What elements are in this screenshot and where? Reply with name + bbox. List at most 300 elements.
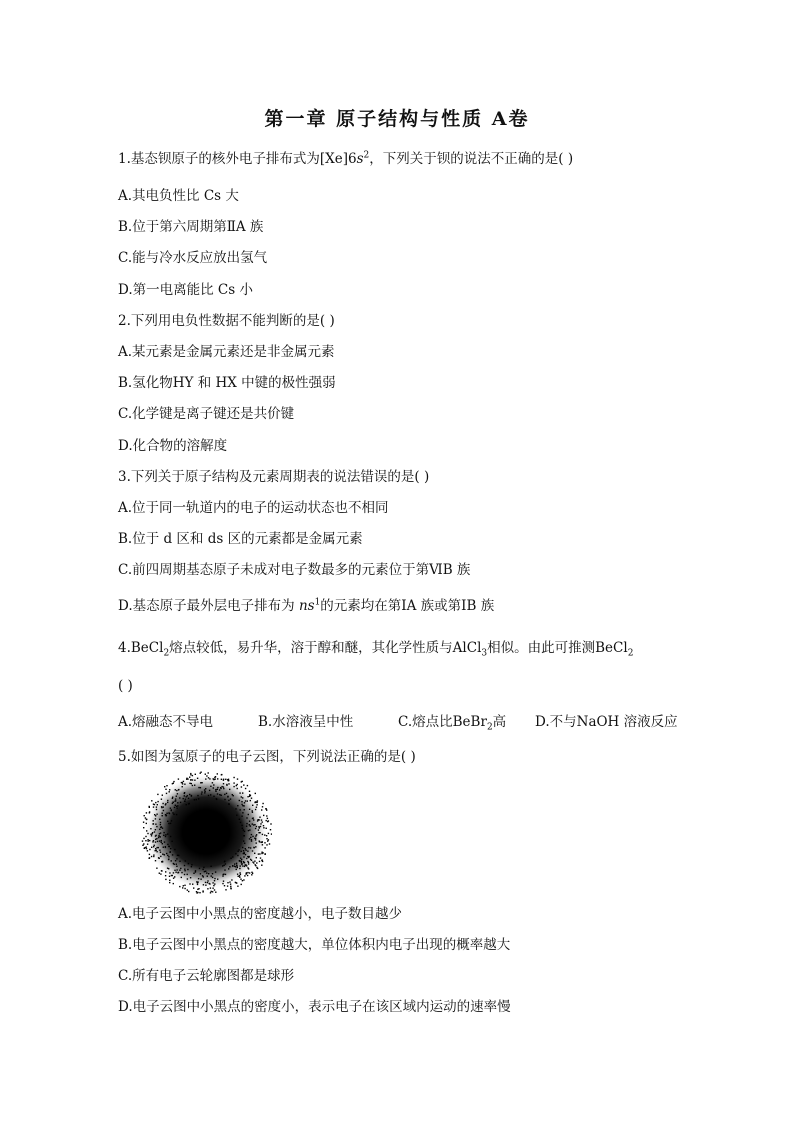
cloud-dot bbox=[202, 869, 203, 870]
cloud-dot bbox=[187, 795, 188, 796]
cloud-dot bbox=[255, 828, 256, 829]
cloud-dot bbox=[222, 865, 223, 866]
cloud-dot bbox=[191, 864, 192, 865]
cloud-dot bbox=[155, 848, 156, 849]
cloud-dot bbox=[260, 842, 261, 843]
cloud-dot bbox=[183, 798, 184, 799]
cloud-dot bbox=[153, 846, 154, 847]
cloud-dot bbox=[158, 837, 159, 838]
cloud-dot bbox=[200, 873, 201, 874]
cloud-dot bbox=[159, 829, 160, 830]
cloud-dot bbox=[211, 875, 212, 876]
cloud-dot bbox=[189, 783, 190, 784]
cloud-dot bbox=[165, 847, 166, 848]
cloud-dot bbox=[153, 840, 154, 841]
cloud-dot bbox=[230, 887, 231, 888]
cloud-dot bbox=[155, 835, 156, 836]
cloud-dot bbox=[217, 789, 218, 790]
q1-option-b: B.位于第六周期第ⅡA 族 bbox=[118, 219, 264, 235]
cloud-dot bbox=[240, 860, 241, 861]
cloud-dot bbox=[232, 865, 233, 866]
cloud-dot bbox=[192, 884, 193, 885]
cloud-dot bbox=[155, 818, 156, 819]
cloud-dot bbox=[162, 828, 163, 829]
cloud-dot bbox=[159, 850, 160, 851]
cloud-dot bbox=[251, 872, 252, 873]
cloud-dot bbox=[248, 863, 249, 864]
cloud-dot bbox=[146, 819, 147, 820]
cloud-dot bbox=[228, 868, 229, 869]
cloud-dot bbox=[197, 884, 198, 885]
cloud-dot bbox=[224, 885, 225, 886]
cloud-dot bbox=[225, 889, 226, 890]
cloud-dot bbox=[253, 824, 254, 825]
cloud-dot bbox=[178, 778, 179, 779]
cloud-dot bbox=[167, 800, 168, 801]
cloud-dot bbox=[241, 786, 242, 787]
cloud-dot bbox=[244, 802, 245, 803]
cloud-dot bbox=[233, 795, 234, 796]
cloud-dot bbox=[154, 845, 155, 846]
cloud-dot bbox=[167, 802, 168, 803]
cloud-dot bbox=[189, 883, 190, 884]
cloud-dot bbox=[237, 805, 238, 806]
cloud-dot bbox=[165, 836, 166, 837]
cloud-dot bbox=[246, 817, 247, 818]
cloud-dot bbox=[161, 840, 162, 841]
cloud-dot bbox=[265, 808, 266, 809]
cloud-dot bbox=[241, 884, 242, 885]
cloud-dot bbox=[246, 826, 247, 827]
q4-option-b: B.水溶液呈中性 bbox=[258, 714, 354, 730]
cloud-dot bbox=[196, 891, 197, 892]
cloud-dot bbox=[197, 889, 198, 890]
q3-option-d bbox=[118, 597, 494, 615]
cloud-dot bbox=[224, 861, 225, 862]
cloud-dot bbox=[220, 787, 221, 788]
cloud-dot bbox=[244, 843, 245, 844]
cloud-dot bbox=[243, 852, 244, 853]
cloud-dot bbox=[256, 807, 257, 808]
cloud-dot bbox=[177, 805, 178, 806]
cloud-dot bbox=[153, 856, 154, 857]
cloud-dot bbox=[249, 872, 250, 873]
cloud-dot bbox=[239, 860, 240, 861]
cloud-dot bbox=[230, 886, 231, 887]
cloud-dot bbox=[162, 813, 163, 814]
cloud-dot bbox=[212, 782, 213, 783]
cloud-dot bbox=[192, 775, 193, 776]
cloud-dot bbox=[234, 866, 235, 867]
cloud-dot bbox=[143, 827, 144, 828]
cloud-dot bbox=[214, 889, 215, 890]
cloud-dot bbox=[243, 856, 244, 857]
q1-option-a: A.其电负性比 Cs 大 bbox=[118, 188, 239, 204]
cloud-dot bbox=[237, 867, 238, 868]
cloud-dot bbox=[182, 887, 183, 888]
cloud-dot bbox=[266, 838, 267, 839]
cloud-dot bbox=[164, 786, 165, 787]
cloud-dot bbox=[249, 838, 250, 839]
cloud-dot bbox=[223, 786, 224, 787]
cloud-dot bbox=[267, 840, 268, 841]
cloud-dot bbox=[240, 858, 241, 859]
q2-stem: 2.下列用电负性数据不能判断的是( ) bbox=[118, 313, 335, 329]
cloud-dot bbox=[167, 868, 168, 869]
q4-stem-tail: 相似。由此可推测BeCl bbox=[487, 640, 628, 656]
cloud-dot bbox=[221, 795, 222, 796]
cloud-dot bbox=[266, 835, 267, 836]
cloud-dot bbox=[247, 800, 248, 801]
cloud-dot bbox=[244, 809, 245, 810]
cloud-dot bbox=[206, 775, 207, 776]
cloud-dot bbox=[176, 858, 177, 859]
cloud-dot bbox=[205, 871, 206, 872]
cloud-dot bbox=[241, 801, 242, 802]
cloud-dot bbox=[146, 848, 147, 849]
cloud-dot bbox=[172, 803, 173, 804]
cloud-dot bbox=[151, 847, 152, 848]
cloud-dot bbox=[212, 877, 213, 878]
cloud-dot bbox=[259, 861, 260, 862]
cloud-dot bbox=[237, 851, 238, 852]
cloud-dot bbox=[237, 778, 238, 779]
cloud-dot bbox=[145, 836, 146, 837]
cloud-dot bbox=[149, 806, 150, 807]
cloud-dot bbox=[195, 774, 196, 775]
cloud-dot bbox=[165, 789, 166, 790]
cloud-dot bbox=[224, 869, 225, 870]
cloud-dot bbox=[262, 803, 263, 804]
cloud-dot bbox=[213, 778, 214, 779]
cloud-dot bbox=[254, 824, 255, 825]
cloud-dot bbox=[233, 782, 234, 783]
q1-stem-text: 1.基态钡原子的核外电子排布式为[Xe]6 bbox=[118, 151, 357, 167]
cloud-dot bbox=[169, 789, 170, 790]
cloud-dot bbox=[263, 815, 264, 816]
cloud-dot bbox=[180, 868, 181, 869]
cloud-dot bbox=[224, 794, 225, 795]
cloud-dot bbox=[207, 880, 208, 881]
cloud-dot bbox=[158, 847, 159, 848]
cloud-dot bbox=[208, 772, 209, 773]
cloud-dot bbox=[155, 839, 156, 840]
q4-stem-text: 4.BeCl bbox=[118, 640, 164, 656]
q4-subscript-2b: 2 bbox=[627, 648, 634, 659]
cloud-dot bbox=[223, 881, 224, 882]
cloud-dot bbox=[190, 773, 191, 774]
cloud-dot bbox=[184, 784, 185, 785]
cloud-dot bbox=[163, 810, 164, 811]
cloud-dot bbox=[246, 823, 247, 824]
cloud-dot bbox=[178, 855, 179, 856]
cloud-dot bbox=[168, 859, 169, 860]
cloud-dot bbox=[228, 783, 229, 784]
cloud-dot bbox=[145, 840, 146, 841]
cloud-dot bbox=[226, 793, 227, 794]
cloud-dot bbox=[250, 847, 251, 848]
cloud-dot bbox=[212, 891, 213, 892]
cloud-dot bbox=[245, 854, 246, 855]
cloud-dot bbox=[268, 833, 269, 834]
cloud-dot bbox=[176, 866, 177, 867]
cloud-dot bbox=[191, 795, 192, 796]
cloud-dot bbox=[238, 876, 239, 877]
cloud-dot bbox=[237, 886, 238, 887]
cloud-dot bbox=[214, 878, 215, 879]
cloud-dot bbox=[169, 813, 170, 814]
cloud-dot bbox=[248, 847, 249, 848]
cloud-dot bbox=[165, 875, 166, 876]
cloud-dot bbox=[247, 875, 248, 876]
cloud-dot bbox=[184, 885, 185, 886]
cloud-dot bbox=[156, 851, 157, 852]
cloud-dot bbox=[160, 824, 161, 825]
cloud-dot bbox=[221, 774, 222, 775]
cloud-dot bbox=[252, 836, 253, 837]
cloud-dot bbox=[146, 830, 147, 831]
q3-option-d-superscript: 1 bbox=[314, 597, 321, 608]
cloud-dot bbox=[163, 832, 164, 833]
cloud-dot bbox=[200, 772, 201, 773]
cloud-dot bbox=[195, 871, 196, 872]
cloud-dot bbox=[167, 833, 168, 834]
cloud-dot bbox=[264, 847, 265, 848]
cloud-dot bbox=[215, 871, 216, 872]
cloud-dot bbox=[241, 781, 242, 782]
cloud-dot bbox=[230, 858, 231, 859]
q2-option-d: D.化合物的溶解度 bbox=[118, 438, 228, 454]
q5-option-a: A.电子云图中小黑点的密度越小，电子数目越少 bbox=[118, 906, 403, 922]
cloud-dot bbox=[191, 783, 192, 784]
cloud-dot bbox=[205, 788, 206, 789]
cloud-dot bbox=[173, 883, 174, 884]
cloud-dot bbox=[187, 878, 188, 879]
cloud-dot bbox=[244, 866, 245, 867]
cloud-dot bbox=[144, 815, 145, 816]
cloud-dot bbox=[217, 778, 218, 779]
cloud-dot bbox=[255, 793, 256, 794]
cloud-dot bbox=[157, 841, 158, 842]
cloud-dot bbox=[207, 882, 208, 883]
cloud-dot bbox=[243, 829, 244, 830]
q1-option-d: D.第一电离能比 Cs 小 bbox=[118, 282, 253, 298]
cloud-dot bbox=[223, 788, 224, 789]
cloud-dot bbox=[208, 873, 209, 874]
cloud-dot bbox=[248, 814, 249, 815]
cloud-dot bbox=[157, 794, 158, 795]
cloud-dot bbox=[266, 844, 267, 845]
cloud-dot bbox=[262, 834, 263, 835]
cloud-dot bbox=[242, 812, 243, 813]
cloud-dot bbox=[237, 788, 238, 789]
cloud-dot bbox=[153, 804, 154, 805]
cloud-dot bbox=[188, 891, 189, 892]
q1-stem-orbital: s bbox=[356, 151, 364, 167]
cloud-dot bbox=[204, 871, 205, 872]
cloud-dot bbox=[262, 852, 263, 853]
cloud-dot bbox=[266, 820, 267, 821]
cloud-dot bbox=[244, 875, 245, 876]
cloud-dot bbox=[172, 812, 173, 813]
cloud-dot bbox=[199, 868, 200, 869]
cloud-dot bbox=[249, 809, 250, 810]
cloud-dot bbox=[176, 790, 177, 791]
cloud-dot bbox=[197, 795, 198, 796]
cloud-dot bbox=[226, 785, 227, 786]
q4-subscript-2: 2 bbox=[163, 648, 170, 659]
cloud-dot bbox=[264, 842, 265, 843]
cloud-dot bbox=[170, 808, 171, 809]
cloud-dot bbox=[210, 887, 211, 888]
cloud-dot bbox=[163, 806, 164, 807]
cloud-dot bbox=[188, 803, 189, 804]
cloud-dot bbox=[168, 846, 169, 847]
cloud-dot bbox=[227, 882, 228, 883]
cloud-dot bbox=[234, 863, 235, 864]
cloud-dot bbox=[146, 823, 147, 824]
cloud-dot bbox=[142, 840, 143, 841]
cloud-dot bbox=[252, 850, 253, 851]
cloud-dot bbox=[219, 789, 220, 790]
q4-option-a: A.熔融态不导电 bbox=[118, 714, 214, 730]
cloud-dot bbox=[251, 874, 252, 875]
cloud-dot bbox=[227, 796, 228, 797]
cloud-dot bbox=[173, 781, 174, 782]
cloud-dot bbox=[244, 862, 245, 863]
cloud-dot bbox=[208, 777, 209, 778]
cloud-dot bbox=[165, 804, 166, 805]
cloud-dot bbox=[166, 853, 167, 854]
cloud-dot bbox=[228, 803, 229, 804]
q2-option-a: A.某元素是金属元素还是非金属元素 bbox=[118, 344, 335, 360]
cloud-dot bbox=[256, 826, 257, 827]
cloud-dot bbox=[189, 794, 190, 795]
cloud-dot bbox=[184, 795, 185, 796]
cloud-dot bbox=[270, 829, 271, 830]
cloud-dot bbox=[160, 822, 161, 823]
cloud-dot bbox=[156, 847, 157, 848]
cloud-dot bbox=[225, 863, 226, 864]
cloud-dot bbox=[243, 850, 244, 851]
cloud-dot bbox=[249, 821, 250, 822]
cloud-dot bbox=[187, 869, 188, 870]
cloud-dot bbox=[241, 804, 242, 805]
cloud-dot bbox=[236, 863, 237, 864]
cloud-dot bbox=[212, 888, 213, 889]
cloud-dot bbox=[257, 800, 258, 801]
cloud-dot bbox=[184, 888, 185, 889]
cloud-dot bbox=[248, 868, 249, 869]
cloud-dot bbox=[149, 840, 150, 841]
cloud-dot bbox=[247, 796, 248, 797]
cloud-dot bbox=[257, 820, 258, 821]
cloud-dot bbox=[171, 841, 172, 842]
cloud-dot bbox=[174, 876, 175, 877]
cloud-dot bbox=[229, 881, 230, 882]
cloud-dot bbox=[210, 794, 211, 795]
cloud-dot bbox=[171, 860, 172, 861]
cloud-dot bbox=[173, 878, 174, 879]
cloud-dot bbox=[239, 792, 240, 793]
cloud-dot bbox=[236, 785, 237, 786]
cloud-dot bbox=[252, 810, 253, 811]
cloud-dot bbox=[245, 850, 246, 851]
cloud-dot bbox=[177, 855, 178, 856]
cloud-dot bbox=[225, 779, 226, 780]
cloud-dot bbox=[153, 823, 154, 824]
cloud-dot bbox=[168, 823, 169, 824]
cloud-dot bbox=[183, 885, 184, 886]
cloud-dot bbox=[267, 821, 268, 822]
cloud-dot bbox=[166, 813, 167, 814]
cloud-dot bbox=[174, 849, 175, 850]
cloud-dot bbox=[254, 861, 255, 862]
cloud-dot bbox=[146, 812, 147, 813]
cloud-dot bbox=[177, 802, 178, 803]
cloud-dot bbox=[266, 809, 267, 810]
cloud-dot bbox=[213, 885, 214, 886]
q5-option-c: C.所有电子云轮廓图都是球形 bbox=[118, 968, 295, 984]
cloud-dot bbox=[247, 851, 248, 852]
cloud-dot bbox=[175, 798, 176, 799]
cloud-dot bbox=[159, 819, 160, 820]
cloud-dot bbox=[146, 846, 147, 847]
cloud-dot bbox=[209, 883, 210, 884]
cloud-dot bbox=[152, 841, 153, 842]
q3-option-b: B.位于 d 区和 ds 区的元素都是金属元素 bbox=[118, 531, 363, 547]
cloud-dot bbox=[251, 798, 252, 799]
cloud-dot bbox=[145, 817, 146, 818]
cloud-dot bbox=[217, 793, 218, 794]
cloud-dot bbox=[255, 865, 256, 866]
cloud-dot bbox=[262, 859, 263, 860]
cloud-dot bbox=[198, 787, 199, 788]
cloud-dot bbox=[178, 789, 179, 790]
cloud-dot bbox=[266, 815, 267, 816]
cloud-dot bbox=[258, 853, 259, 854]
cloud-dot bbox=[252, 812, 253, 813]
cloud-dot bbox=[180, 802, 181, 803]
cloud-dot bbox=[164, 841, 165, 842]
cloud-dot bbox=[175, 805, 176, 806]
q1-stem-tail: ，下列关于钡的说法不正确的是( ) bbox=[369, 151, 574, 167]
cloud-dot bbox=[160, 873, 161, 874]
q3-option-c: C.前四周期基态原子未成对电子数最多的元素位于第ⅥB 族 bbox=[118, 562, 471, 578]
cloud-dot bbox=[169, 880, 170, 881]
cloud-dot bbox=[155, 850, 156, 851]
cloud-dot bbox=[260, 823, 261, 824]
cloud-dot bbox=[253, 862, 254, 863]
cloud-dot bbox=[214, 779, 215, 780]
cloud-dot bbox=[193, 873, 194, 874]
cloud-dot bbox=[215, 791, 216, 792]
cloud-dot bbox=[196, 799, 197, 800]
cloud-dot bbox=[148, 840, 149, 841]
cloud-dot bbox=[166, 785, 167, 786]
cloud-dot bbox=[170, 836, 171, 837]
cloud-dot bbox=[192, 785, 193, 786]
q2-option-c: C.化学键是离子键还是共价键 bbox=[118, 406, 295, 422]
cloud-dot bbox=[255, 802, 256, 803]
cloud-dot bbox=[241, 859, 242, 860]
cloud-dot bbox=[249, 824, 250, 825]
electron-cloud-figure bbox=[140, 770, 272, 894]
cloud-dot bbox=[176, 814, 177, 815]
cloud-dot bbox=[184, 800, 185, 801]
cloud-dot bbox=[198, 878, 199, 879]
cloud-dot bbox=[155, 860, 156, 861]
